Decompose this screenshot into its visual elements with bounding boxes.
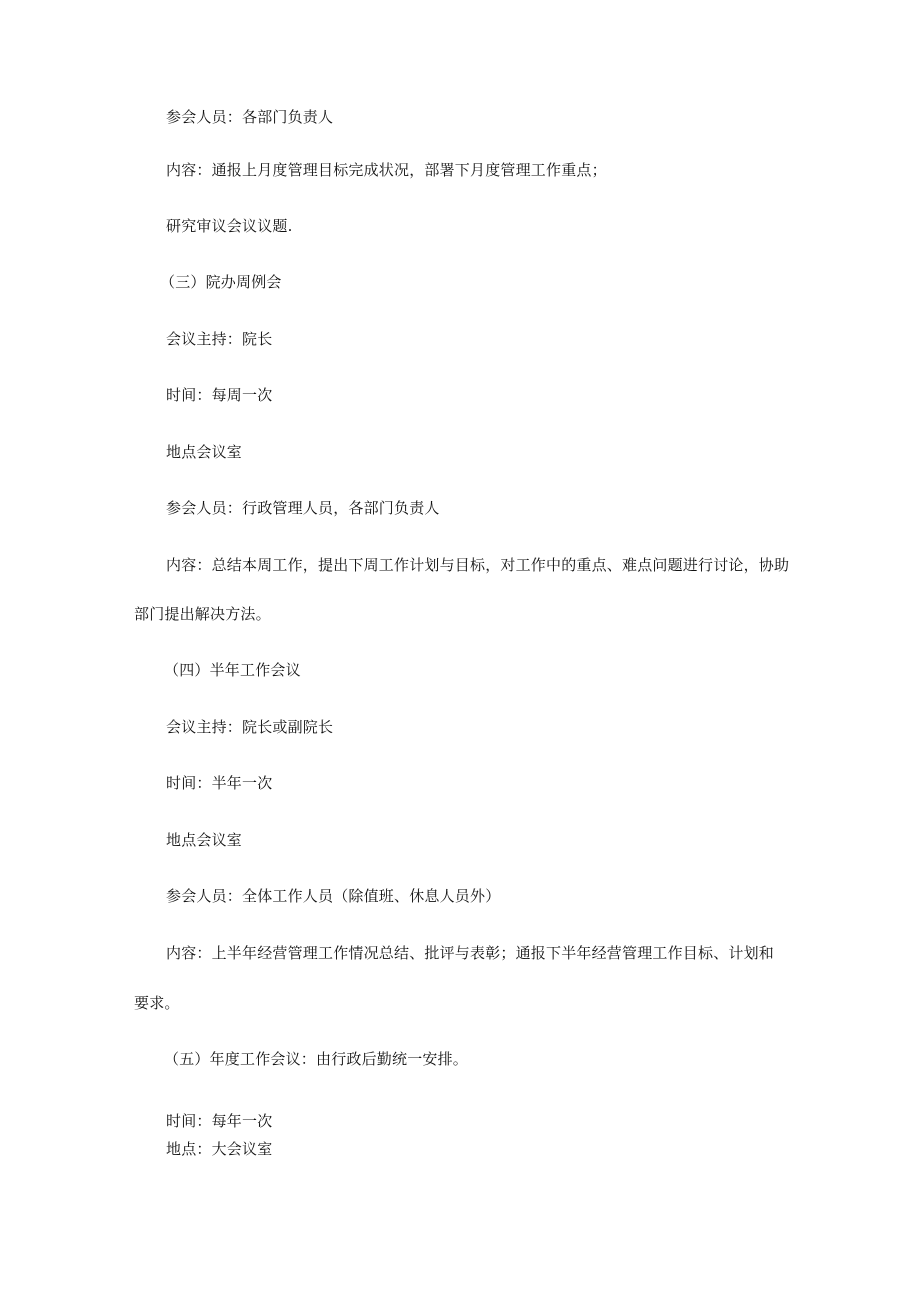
paragraph-attendees: 参会人员：各部门负责人 xyxy=(166,108,334,126)
paragraph-time: 时间：每周一次 xyxy=(166,386,273,404)
paragraph-content: 内容：上半年经营管理工作情况总结、批评与表彰；通报下半年经营管理工作目标、计划和 xyxy=(166,944,775,962)
paragraph-content-cont: 部门提出解决方法。 xyxy=(134,605,271,623)
paragraph-location: 地点会议室 xyxy=(166,443,243,461)
paragraph-host: 会议主持：院长 xyxy=(166,330,273,348)
paragraph-time: 时间：半年一次 xyxy=(166,774,273,792)
paragraph-content-cont: 要求。 xyxy=(134,994,180,1012)
paragraph-content: 内容：通报上月度管理目标完成状况，部署下月度管理工作重点； xyxy=(166,161,607,179)
paragraph-location: 地点会议室 xyxy=(166,831,243,849)
paragraph-time: 时间：每年一次 xyxy=(166,1112,273,1130)
paragraph-location: 地点：大会议室 xyxy=(166,1140,273,1158)
section-heading-5: （五）年度工作会议：由行政后勤统一安排。 xyxy=(164,1050,469,1068)
paragraph-content: 内容：总结本周工作，提出下周工作计划与目标，对工作中的重点、难点问题进行讨论，协助 xyxy=(166,556,790,574)
paragraph-host: 会议主持：院长或副院长 xyxy=(166,718,334,736)
paragraph-attendees: 参会人员：全体工作人员（除值班、休息人员外） xyxy=(166,887,501,905)
paragraph-attendees: 参会人员：行政管理人员，各部门负责人 xyxy=(166,499,440,517)
section-heading-4: （四）半年工作会议 xyxy=(164,661,301,679)
section-heading-3: （三）院办周例会 xyxy=(160,273,282,291)
paragraph-content-cont: 研究审议会议议题. xyxy=(166,217,293,235)
